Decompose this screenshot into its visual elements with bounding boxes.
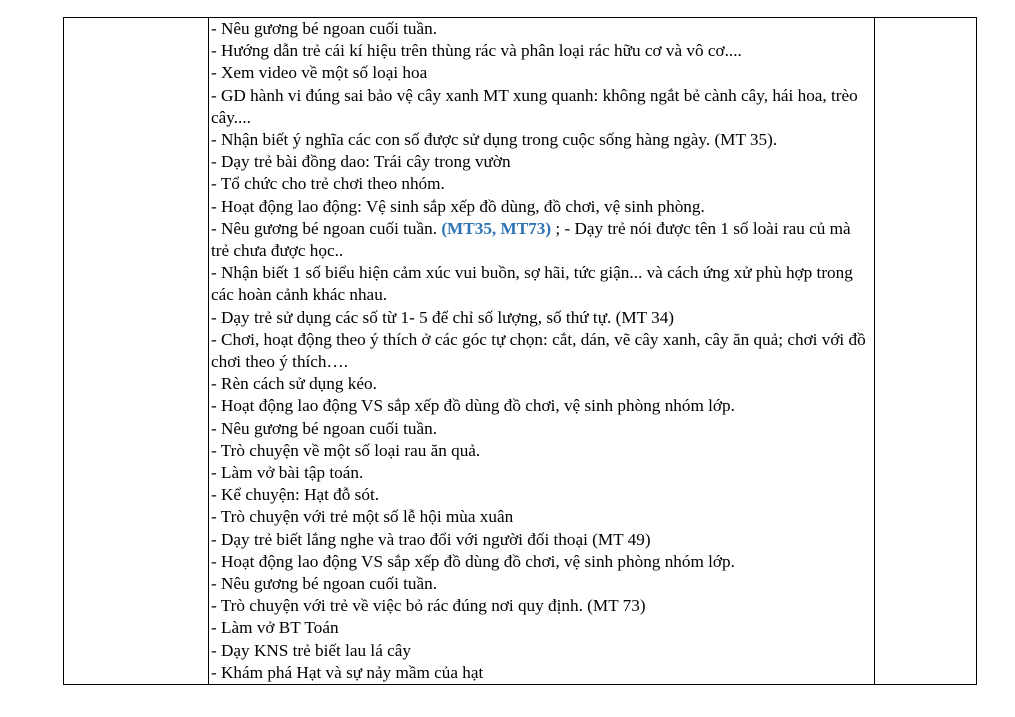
- list-item: - Nhận biết ý nghĩa các con số được sử dụng trong cuộc sống hàng ngày. (MT 35).: [211, 130, 778, 150]
- list-item: - Hoạt động lao động VS sắp xếp đồ dùng đồ chơi, vệ sinh phòng nhóm lớp.: [211, 396, 735, 416]
- list-item: - Trò chuyện về một số loại rau ăn quả.: [211, 440, 481, 460]
- activity-table-wrapper: [63, 17, 976, 685]
- list-item: - Kể chuyện: Hạt đỗ sót.: [211, 485, 380, 505]
- list-item: - Trò chuyện với trẻ về việc bỏ rác đúng nơi quy định. (MT 73): [211, 596, 646, 616]
- highlight-after-text: ; - Dạy trẻ nói được tên 1 số loài rau củ mà trẻ chưa được học..: [211, 218, 851, 261]
- list-item: - Làm vở BT Toán: [211, 618, 339, 638]
- goal-tag: (MT35, MT73): [441, 218, 552, 238]
- list-item: - Tổ chức cho trẻ chơi theo nhóm.: [211, 174, 445, 194]
- left-empty-cell: [64, 18, 209, 685]
- list-item: - Hoạt động lao động VS sắp xếp đồ dùng đồ chơi, vệ sinh phòng nhóm lớp.: [211, 551, 735, 571]
- activities-cell: [209, 18, 875, 685]
- list-item: - GD hành vi đúng sai bảo vệ cây xanh MT xung quanh: không ngắt bẻ cành cây, hái hoa, trèo cây....: [211, 85, 858, 127]
- list-item: - Trò chuyện với trẻ một số lễ hội mùa xuân: [211, 507, 514, 527]
- list-item-highlighted: [211, 218, 872, 262]
- list-item: - Hoạt động lao động: Vệ sinh sắp xếp đồ dùng, đồ chơi, vệ sinh phòng.: [211, 196, 705, 216]
- highlight-before-text: - Nêu gương bé ngoan cuối tuần.: [211, 218, 442, 238]
- list-item: - Dạy KNS trẻ biết lau lá cây: [211, 640, 411, 660]
- table-row: [64, 18, 977, 685]
- list-item: - Nêu gương bé ngoan cuối tuần.: [211, 574, 438, 594]
- list-item: - Dạy trẻ sử dụng các số từ 1- 5 để chỉ số lượng, số thứ tự. (MT 34): [211, 307, 675, 327]
- list-item: - Dạy trẻ bài đồng dao: Trái cây trong vườn: [211, 152, 511, 172]
- list-item: - Nhận biết 1 số biểu hiện cảm xúc vui buồn, sợ hãi, tức giận... và cách ứng xử phù hợp trong các hoàn cảnh khác nhau.: [211, 263, 853, 305]
- list-item: - Khám phá Hạt và sự nảy mầm của hạt: [211, 662, 484, 682]
- right-empty-cell: [875, 18, 977, 685]
- list-item: - Xem video về một số loại hoa: [211, 63, 428, 83]
- list-item: - Rèn cách sử dụng kéo.: [211, 374, 377, 394]
- list-item: - Nêu gương bé ngoan cuối tuần.: [211, 418, 438, 438]
- activity-table: [63, 17, 977, 685]
- list-item: - Làm vở bài tập toán.: [211, 463, 364, 483]
- list-item: - Dạy trẻ biết lắng nghe và trao đổi với người đối thoại (MT 49): [211, 529, 651, 549]
- list-item: - Hướng dẫn trẻ cái kí hiệu trên thùng rác và phân loại rác hữu cơ và vô cơ....: [211, 41, 742, 61]
- list-item: - Chơi, hoạt động theo ý thích ở các góc tự chọn: cắt, dán, vẽ cây xanh, cây ăn quả; chơi với đồ chơi theo ý thích….: [211, 329, 866, 372]
- list-item: - Nêu gương bé ngoan cuối tuần.: [211, 19, 438, 38]
